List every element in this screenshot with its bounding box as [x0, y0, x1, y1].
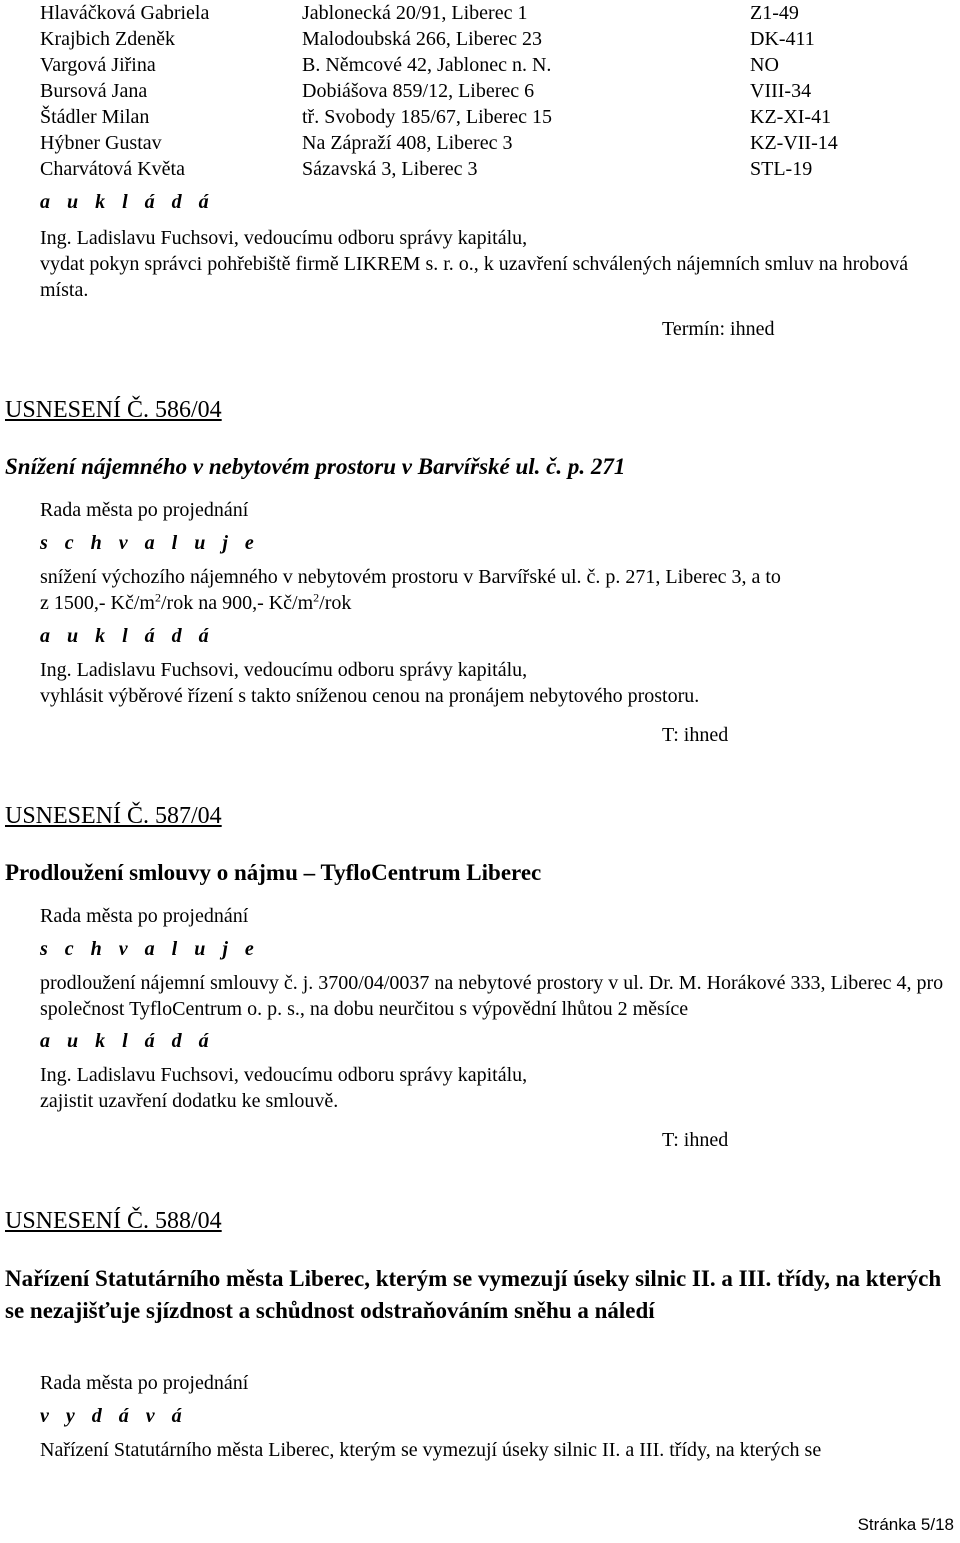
price-text: /rok na 900,- Kč/m: [160, 592, 314, 614]
table-row: [40, 130, 940, 156]
person-address: Malodoubská 266, Liberec 23: [302, 28, 542, 50]
page-number: Stránka 5/18: [857, 1515, 954, 1534]
addressee: Ing. Ladislavu Fuchsovi, vedoucímu odboru správy kapitálu,: [40, 659, 528, 681]
person-address: Jablonecká 20/91, Liberec 1: [302, 2, 528, 24]
ukada-label: a u k l á d á: [40, 625, 215, 647]
person-address: Dobiášova 859/12, Liberec 6: [302, 80, 535, 102]
deadline: T: ihned: [662, 1129, 729, 1151]
person-name: Hlaváčková Gabriela: [40, 2, 210, 24]
person-address: Sázavská 3, Liberec 3: [302, 158, 478, 180]
grave-code: KZ-XI-41: [750, 106, 832, 128]
deadline: Termín: ihned: [662, 318, 775, 340]
table-row: [40, 156, 940, 182]
person-name: Krajbich Zdeněk: [40, 28, 175, 50]
table-row: [40, 52, 940, 78]
grave-code: VIII-34: [750, 80, 812, 102]
person-name: Bursová Jana: [40, 80, 148, 102]
person-name: Hýbner Gustav: [40, 132, 162, 154]
addressee: Ing. Ladislavu Fuchsovi, vedoucímu odboru správy kapitálu,: [40, 227, 528, 249]
rada-label: Rada města po projednání: [40, 499, 249, 521]
rada-label: Rada města po projednání: [40, 905, 249, 927]
table-row: [40, 78, 940, 104]
verb-label: s c h v a l u j e: [40, 938, 260, 960]
rada-label: Rada města po projednání: [40, 1372, 249, 1394]
grave-code: NO: [750, 54, 779, 76]
superscript: 2: [313, 590, 320, 605]
person-address: B. Němcové 42, Jablonec n. N.: [302, 54, 552, 76]
resolution-title: USNESENÍ Č. 586/04: [5, 397, 222, 423]
table-row: [40, 104, 940, 130]
resolution-text: Nařízení Statutárního města Liberec, kterým se vymezují úseky silnic II. a III. třídy, na kterých se: [40, 1439, 822, 1461]
resolution-title: USNESENÍ Č. 588/04: [5, 1208, 222, 1234]
superscript: 2: [154, 590, 161, 605]
ukada-label: a u k l á d á: [40, 191, 215, 213]
ukada-label: a u k l á d á: [40, 1030, 215, 1052]
person-name: Štádler Milan: [40, 106, 150, 128]
verb-label: v y d á v á: [40, 1405, 188, 1427]
person-address: tř. Svobody 185/67, Liberec 15: [302, 106, 552, 128]
addressee: Ing. Ladislavu Fuchsovi, vedoucímu odboru správy kapitálu,: [40, 1064, 528, 1086]
person-name: Charvátová Květa: [40, 158, 185, 180]
verb-label: s c h v a l u j e: [40, 532, 260, 554]
table-row: [40, 0, 940, 26]
resolution-text-line-2: [40, 590, 351, 616]
resolution-subject: Snížení nájemného v nebytovém prostoru v Barvířské ul. č. p. 271: [5, 454, 626, 479]
deadline: T: ihned: [662, 724, 729, 746]
grave-code: STL-19: [750, 158, 813, 180]
price-text: z 1500,- Kč/m: [40, 592, 155, 614]
table-row: [40, 26, 940, 52]
resolution-text: prodloužení nájemní smlouvy č. j. 3700/04/0037 na nebytové prostory v ul. Dr. M. Horákové 333, Liberec 4, pro společnost TyfloCentrum o. p. s., na dobu neurčitou s výpovědní lhůtou 2 měsíce: [40, 972, 944, 1020]
grave-code: Z1-49: [750, 2, 799, 24]
resolution-subject: Prodloužení smlouvy o nájmu – TyfloCentrum Liberec: [5, 860, 542, 885]
grave-code: KZ-VII-14: [750, 132, 838, 154]
resolution-text: snížení výchozího nájemného v nebytovém prostoru v Barvířské ul. č. p. 271, Liberec 3, a to: [40, 566, 781, 588]
grave-code: DK-411: [750, 28, 815, 50]
person-address: Na Zápraží 408, Liberec 3: [302, 132, 513, 154]
resolution-subject: Nařízení Statutárního města Liberec, kterým se vymezují úseky silnic II. a III. třídy, na kterých se nezajišťuje sjízdnost a schůdnost odstraňováním sněhu a náledí: [5, 1266, 942, 1323]
task-text: vydat pokyn správci pohřebiště firmě LIKREM s. r. o., k uzavření schválených nájemních smluv na hrobová místa.: [40, 253, 909, 301]
price-text: /rok: [319, 592, 352, 614]
person-name: Vargová Jiřina: [40, 54, 156, 76]
task-text: vyhlásit výběrové řízení s takto sníženou cenou na pronájem nebytového prostoru.: [40, 685, 700, 707]
resolution-title: USNESENÍ Č. 587/04: [5, 803, 222, 829]
task-text: zajistit uzavření dodatku ke smlouvě.: [40, 1090, 339, 1112]
